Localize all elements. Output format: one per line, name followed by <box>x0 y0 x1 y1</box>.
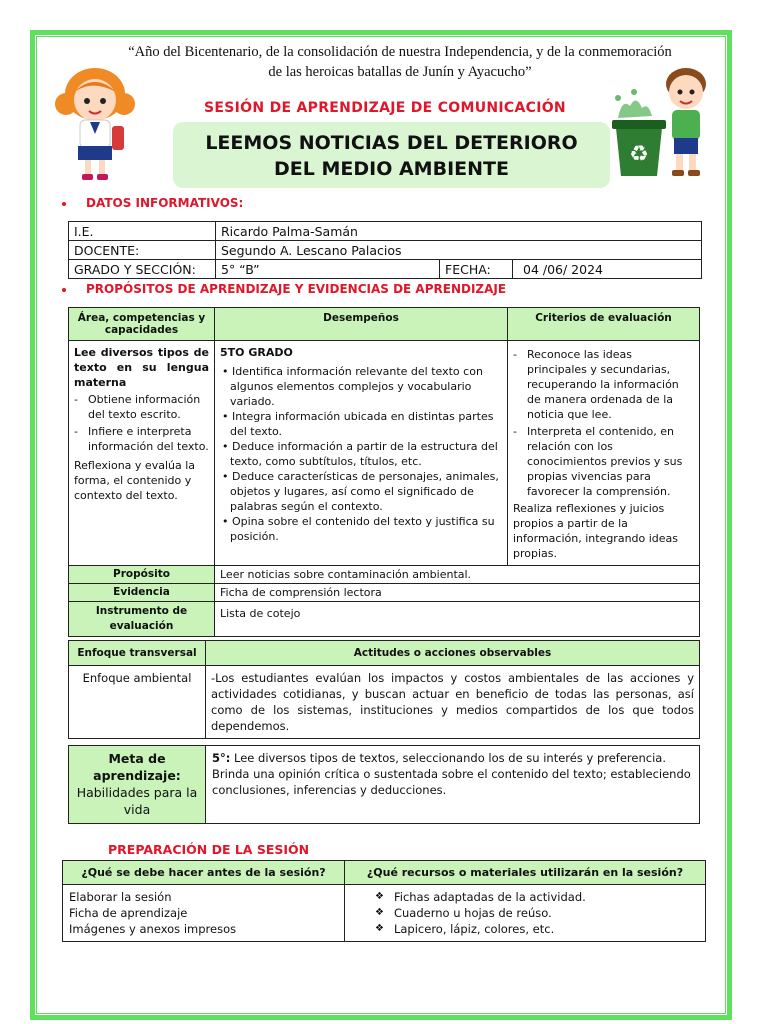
col-enfoque: Enfoque transversal <box>69 641 206 666</box>
list-item: • Deduce información a partir de la estructura del texto, como subtítulos, títulos, etc. <box>222 440 498 468</box>
table-header-row <box>63 861 706 885</box>
table-row <box>69 666 700 739</box>
girl-student-illustration <box>52 64 138 184</box>
competencias-cell <box>69 341 215 566</box>
grado-label: GRADO Y SECCIÓN: <box>69 260 216 279</box>
recursos-cell <box>345 885 706 942</box>
list-item: - Obtiene información del texto escrito. <box>74 393 201 421</box>
diamond-bullet-icon: ❖ <box>375 907 384 918</box>
diamond-bullet-icon: ❖ <box>375 891 384 902</box>
table-row <box>69 222 702 241</box>
proposito-label: Propósito <box>69 566 215 584</box>
fecha-label: FECHA: <box>440 260 513 279</box>
grado-value: 5° “B” <box>216 260 440 279</box>
meta-label-cell <box>69 746 206 824</box>
bullet-icon <box>62 202 66 206</box>
enfoque-text: -Los estudiantes evalúan los impactos y costos ambientales de las acciones y actividades cotidianas, y buscan actuar en beneficio de todas las personas, así como de los sistemas, instituciones y medios compartidos de los que todos dependemos. <box>206 666 700 739</box>
list-item: ❖ Fichas adaptadas de la actividad. <box>375 890 586 904</box>
col-antes: ¿Qué se debe hacer antes de la sesión? <box>63 861 345 885</box>
institutional-motto: “Año del Bicentenario, de la consolidación de nuestra Independencia, y de la conmemoración de las heroicas batallas de Junín y Ayacucho” <box>128 44 672 80</box>
enfoque-table <box>68 640 700 739</box>
list-item: Imágenes y anexos impresos <box>69 922 237 936</box>
table-row <box>69 260 702 279</box>
criterio-extra: Realiza reflexiones y juicios propios a partir de la información, integrando ideas propias. <box>513 502 679 560</box>
list-item: - Reconoce las ideas principales y secundarias, recuperando la información de manera ordenada de la noticia que lee. <box>513 348 679 421</box>
evidencia-label: Evidencia <box>69 584 215 602</box>
svg-text:♻: ♻ <box>629 142 649 167</box>
antes-cell <box>63 885 345 942</box>
bullet-icon <box>62 288 66 292</box>
title-line-2: DEL MEDIO AMBIENTE <box>274 158 509 180</box>
proposito-value: Leer noticias sobre contaminación ambiental. <box>215 566 700 584</box>
criterios-cell <box>508 341 700 566</box>
ie-value: Ricardo Palma-Samán <box>216 222 702 241</box>
table-header-row <box>69 308 700 341</box>
evidencia-value: Ficha de comprensión lectora <box>215 584 700 602</box>
diamond-bullet-icon: ❖ <box>375 923 384 934</box>
list-item: - Interpreta el contenido, en relación con los conocimientos previos y sus propias vivencias para favorecer la comprensión. <box>513 425 683 498</box>
table-row <box>69 602 700 637</box>
fecha-value: 04 /06/ 2024 <box>513 260 702 279</box>
table-row <box>69 241 702 260</box>
meta-grade: 5°: <box>212 751 231 765</box>
col-actitudes: Actitudes o acciones observables <box>206 641 700 666</box>
preparacion-heading: PREPARACIÓN DE LA SESIÓN <box>108 842 310 857</box>
instrumento-label: Instrumento de evaluación <box>69 602 215 637</box>
capacidad-extra: Reflexiona y evalúa la forma, el contenido y contexto del texto. <box>74 459 196 502</box>
meta-table <box>68 745 700 824</box>
col-desempenos: Desempeños <box>215 308 508 341</box>
enfoque-name: Enfoque ambiental <box>69 666 206 739</box>
list-item: Ficha de aprendizaje <box>69 906 188 920</box>
col-criterios: Criterios de evaluación <box>508 308 700 341</box>
session-type: SESIÓN DE APRENDIZAJE DE COMUNICACIÓN <box>204 100 566 116</box>
desempenos-cell <box>215 341 508 566</box>
table-row <box>69 746 700 824</box>
list-item: • Deduce características de personajes, animales, objetos y lugares, así como el significado de palabras según el contexto. <box>222 470 499 513</box>
table-row <box>63 885 706 942</box>
competencia: Lee diversos tipos de texto en su lengua materna <box>74 346 209 389</box>
list-item: ❖ Cuaderno u hojas de reúso. <box>375 906 552 920</box>
docente-label: DOCENTE: <box>69 241 216 260</box>
meta-text: Lee diversos tipos de textos, seleccionando los de su interés y preferencia. Brinda una opinión crítica o sustentada sobre el contenido del texto; estableciendo conclusiones, inferencias y deducciones. <box>212 751 691 797</box>
list-item: - Infiere e interpreta información del texto. <box>74 425 209 453</box>
table-row <box>69 341 700 566</box>
instrumento-value: Lista de cotejo <box>215 602 700 637</box>
col-recursos: ¿Qué recursos o materiales utilizarán en la sesión? <box>345 861 706 885</box>
table-row <box>69 584 700 602</box>
propositos-table <box>68 307 700 637</box>
list-item: ❖ Lapicero, lápiz, colores, etc. <box>375 922 555 936</box>
meta-label: Meta de aprendizaje: <box>93 751 181 783</box>
docente-value: Segundo A. Lescano Palacios <box>216 241 702 260</box>
ie-label: I.E. <box>69 222 216 241</box>
list-item: • Opina sobre el contenido del texto y justifica su posición. <box>222 515 495 543</box>
meta-text-cell <box>206 746 700 824</box>
title-line-1: LEEMOS NOTICIAS DEL DETERIORO <box>205 132 578 154</box>
meta-sub: Habilidades para la vida <box>76 785 198 817</box>
page-title <box>173 130 610 182</box>
preparacion-table <box>62 860 706 942</box>
col-area: Área, competencias y capacidades <box>69 308 215 341</box>
datos-table <box>68 221 702 279</box>
list-item: • Integra información ubicada en distintas partes del texto. <box>222 410 494 438</box>
list-item: Elaborar la sesión <box>69 890 172 904</box>
datos-heading: DATOS INFORMATIVOS: <box>62 196 243 210</box>
table-row <box>69 566 700 584</box>
grado-label: 5TO GRADO <box>220 346 293 359</box>
list-item: • Identifica información relevante del texto con algunos elementos complejos y vocabulario variado. <box>222 365 483 408</box>
propositos-heading: PROPÓSITOS DE APRENDIZAJE Y EVIDENCIAS DE APRENDIZAJE <box>62 282 506 296</box>
table-header-row <box>69 641 700 666</box>
